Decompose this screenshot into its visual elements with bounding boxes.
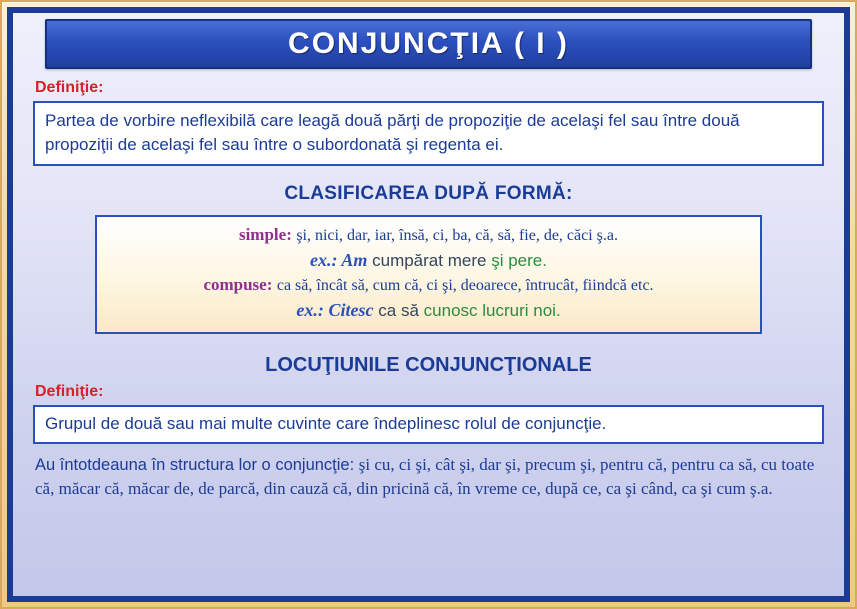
simple-list: şi, nici, dar, iar, însă, ci, ba, că, să, fie, de, căci ş.a. xyxy=(296,227,619,244)
forms-box xyxy=(95,215,762,334)
simple-example-mid: mere xyxy=(447,251,487,270)
classification-heading: CLASIFICAREA DUPĂ FORMĂ: xyxy=(284,183,573,204)
definition-box xyxy=(33,101,824,166)
tail-lead: Au întotdeauna în structura lor o conjuncţie: xyxy=(35,456,355,474)
content-area xyxy=(13,13,844,596)
locutions-definition-box xyxy=(33,405,824,444)
compound-example-mid: ca să xyxy=(378,301,419,320)
compound-label: compuse: xyxy=(203,275,273,294)
locutions-definition-text: Grupul de două sau mai multe cuvinte care îndeplinesc rolul de conjuncţie. xyxy=(45,414,607,433)
definition-text: Partea de vorbire neflexibilă care leagă două părţi de propoziţie de acelaşi fel sau între două propoziţii de acelaşi fel sau între o subordonată şi regenta ei. xyxy=(45,111,740,154)
simple-example-prefix: ex.: Am xyxy=(310,250,368,270)
simple-example-word1: cumpărat xyxy=(372,251,443,270)
compound-example-word2: cunosc lucruri noi. xyxy=(423,301,561,320)
compound-example-word1: Citesc xyxy=(328,300,374,320)
simple-label: simple: xyxy=(238,225,292,244)
simple-forms-line xyxy=(105,224,752,247)
page-title: CONJUNCŢIA ( I ) xyxy=(288,27,569,60)
simple-example-word2: şi xyxy=(491,251,504,270)
compound-example-line xyxy=(105,298,752,323)
compound-forms-line xyxy=(105,274,752,297)
definition-label: Definiţie: xyxy=(35,79,104,96)
compound-list: ca să, încât să, cum că, ci şi, deoarece, întrucât, fiindcă etc. xyxy=(276,277,654,294)
locutions-definition-label: Definiţie: xyxy=(35,383,104,400)
tail-list: şi cu, ci şi, cât şi, dar şi, precum şi, pentru că, pentru ca să, cu toate că, măcar că, măcar de, de parcă, din cauză că, din pricină că, în vreme ce, după ce, ca şi când, ca şi cum ş.a. xyxy=(35,455,815,498)
simple-example-end: pere. xyxy=(508,251,547,270)
compound-example-prefix: ex.: xyxy=(296,300,324,320)
locutions-heading: LOCUŢIUNILE CONJUNCŢIONALE xyxy=(265,354,592,376)
title-bar xyxy=(45,19,812,69)
tail-paragraph xyxy=(35,453,822,501)
simple-example-line xyxy=(105,248,752,273)
